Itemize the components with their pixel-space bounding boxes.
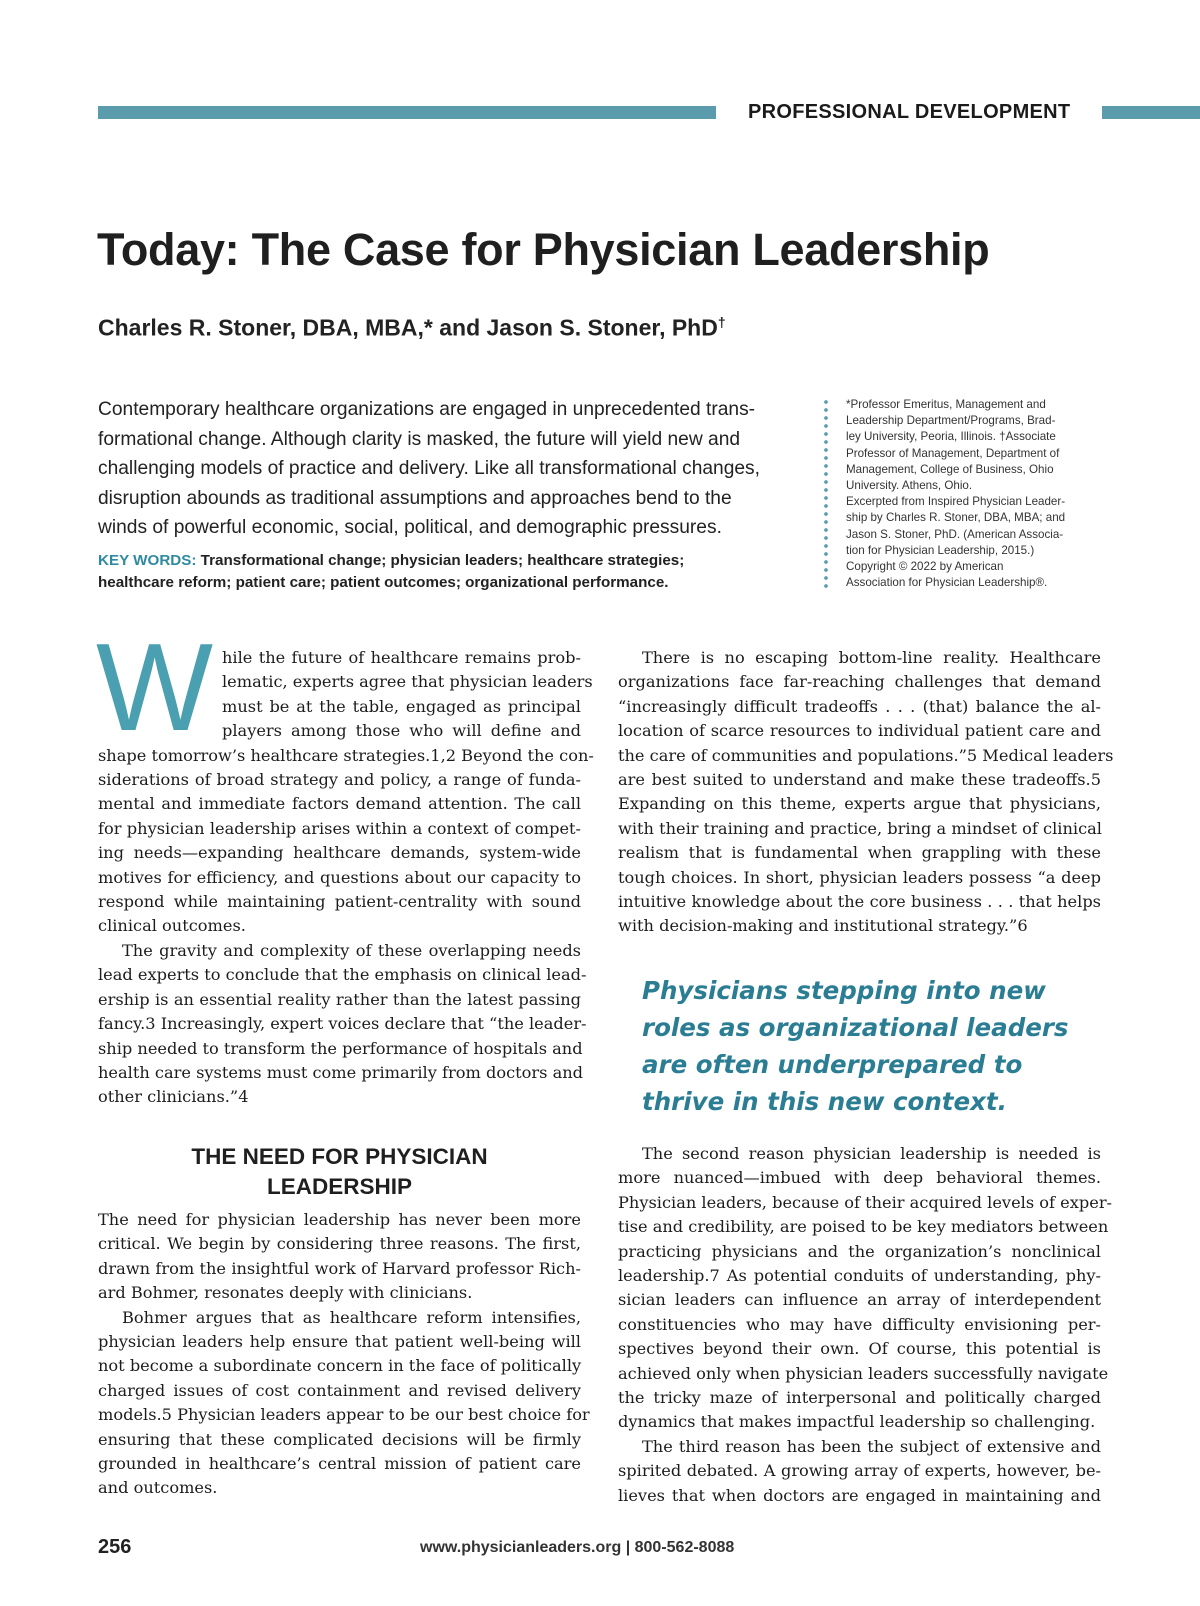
- body-line: sician leaders can influence an array of interdependent: [618, 1290, 1101, 1310]
- body-line: dynamics that makes impactful leadership so challenging.: [618, 1412, 1096, 1432]
- keywords-label: KEY WORDS:: [98, 552, 197, 569]
- right-column-lower: [618, 1142, 1113, 1508]
- body-line: tough choices. In short, physician leaders possess “a deep: [618, 867, 1101, 887]
- affiliation-line: Copyright © 2022 by American: [846, 560, 1004, 574]
- body-line: health care systems must come primarily from doctors and: [98, 1062, 584, 1082]
- body-line: are best suited to understand and make these tradeoffs.5: [618, 770, 1101, 790]
- body-line: constituencies who may have difficulty envisioning per-: [618, 1314, 1101, 1334]
- affiliation-line: Professor of Management, Department of: [846, 446, 1060, 460]
- abstract-line: challenging models of practice and delivery. Like all transformational changes,: [98, 458, 760, 479]
- abstract-line: formational change. Although clarity is masked, the future will yield new and: [98, 428, 741, 450]
- body-line: The third reason has been the subject of extensive and: [642, 1436, 1101, 1456]
- paragraph: [98, 1306, 590, 1501]
- body-line: models.5 Physician leaders appear to be our best choice for: [98, 1405, 590, 1425]
- affiliation-line: Excerpted from Inspired Physician Leader-: [846, 495, 1066, 509]
- paragraph: [618, 1142, 1113, 1435]
- pull-quote-line: are often underprepared to: [642, 1050, 1023, 1079]
- body-line: organizations face far-reaching challenges that demand: [618, 672, 1101, 692]
- body-line: with decision-making and institutional strategy.”6: [618, 916, 1028, 936]
- abstract-line: winds of powerful economic, social, political, and demographic pressures.: [98, 517, 722, 538]
- keywords-line: healthcare reform; patient care; patient outcomes; organizational performance.: [98, 574, 669, 591]
- drop-cap: W: [96, 619, 214, 757]
- body-line: “increasingly difficult tradeoffs . . . (that) balance the al-: [618, 696, 1101, 716]
- affiliation-line: University. Athens, Ohio.: [846, 479, 973, 493]
- authors-text: Charles R. Stoner, DBA, MBA,* and Jason S. Stoner, PhD: [98, 314, 718, 341]
- footer-contact: www.physicianleaders.org | 800-562-8088: [420, 1539, 735, 1556]
- heading-line: THE NEED FOR PHYSICIAN: [191, 1144, 488, 1169]
- body-line: the tricky maze of interpersonal and politically charged: [618, 1388, 1101, 1408]
- body-line: realism that is fundamental when grappling with these: [618, 843, 1101, 863]
- abstract-line: disruption abounds as traditional assumptions and approaches bend to the: [98, 487, 732, 509]
- authors-mark: †: [717, 314, 726, 330]
- body-line: for physician leadership arises within a context of compet-: [98, 818, 581, 838]
- body-line: must be at the table, engaged as principal: [222, 696, 581, 716]
- affiliation-line: *Professor Emeritus, Management and: [846, 398, 1046, 411]
- page-number: 256: [98, 1536, 132, 1558]
- body-line: Expanding on this theme, experts argue that physicians,: [618, 794, 1101, 814]
- body-line: respond while maintaining patient-centrality with sound: [98, 892, 581, 912]
- body-line: ing needs—expanding healthcare demands, system-wide: [98, 843, 581, 863]
- body-line: intuitive knowledge about the core business . . . that helps: [618, 892, 1101, 912]
- right-column: [618, 646, 1114, 939]
- body-line: the care of communities and populations.”5 Medical leaders: [618, 745, 1114, 765]
- abstract: [98, 395, 804, 543]
- body-line: The gravity and complexity of these overlapping needs: [122, 940, 581, 960]
- body-line: motives for efficiency, and questions about our capacity to: [98, 867, 581, 887]
- body-line: mental and immediate factors demand attention. The call: [98, 794, 581, 814]
- affiliation-line: ley University, Peoria, Illinois. †Associate: [846, 430, 1056, 444]
- body-line: more nuanced—imbued with deep behavioral themes.: [618, 1168, 1101, 1188]
- paragraph: [618, 1435, 1101, 1508]
- body-line: siderations of broad strategy and policy, a range of funda-: [98, 770, 581, 790]
- body-line: clinical outcomes.: [98, 916, 246, 936]
- pull-quote-line: Physicians stepping into new: [642, 976, 1046, 1005]
- affiliation-line: Management, College of Business, Ohio: [846, 462, 1054, 476]
- affiliation-line: Association for Physician Leadership®.: [846, 576, 1048, 590]
- author-affiliations: [846, 397, 1106, 591]
- body-line: with their training and practice, bring a mindset of clinical: [618, 818, 1102, 838]
- body-line: ership is an essential reality rather than the latest passing: [98, 989, 581, 1009]
- body-line: not become a subordinate concern in the face of politically: [98, 1356, 582, 1376]
- pull-quote: [642, 972, 1082, 1120]
- body-line: ard Bohmer, resonates deeply with clinicians.: [98, 1283, 473, 1303]
- heading-line: LEADERSHIP: [266, 1174, 413, 1199]
- keywords: [98, 550, 818, 594]
- section-label: PROFESSIONAL DEVELOPMENT: [748, 101, 1071, 123]
- affiliation-line: Leadership Department/Programs, Brad-: [846, 414, 1056, 428]
- article-title: Today: The Case for Physician Leadership: [97, 224, 990, 275]
- dotted-divider: [824, 398, 828, 590]
- body-line: ensuring that these complicated decisions will be firmly: [98, 1429, 581, 1449]
- body-line: The second reason physician leadership is needed is: [642, 1144, 1101, 1163]
- body-line: charged issues of cost containment and revised delivery: [98, 1380, 581, 1400]
- left-column: [98, 646, 594, 1110]
- paragraph-intro: [98, 646, 594, 939]
- body-line: lead experts to conclude that the emphasis on clinical lead-: [98, 965, 587, 985]
- body-line: The need for physician leadership has never been more: [98, 1210, 581, 1229]
- header-rule-right: [1102, 106, 1200, 119]
- article-authors: [98, 314, 726, 342]
- affiliation-line: tion for Physician Leadership, 2015.): [846, 543, 1035, 557]
- keywords-line: [98, 550, 818, 572]
- pull-quote-line: thrive in this new context.: [642, 1087, 1007, 1116]
- body-line: other clinicians.”4: [98, 1087, 249, 1107]
- paragraph: [98, 939, 587, 1110]
- body-line: ship needed to transform the performance of hospitals and: [98, 1038, 583, 1058]
- body-line: grounded in healthcare’s central mission of patient care: [98, 1454, 581, 1474]
- body-line: lieves that when doctors are engaged in maintaining and: [618, 1485, 1101, 1505]
- body-line: Bohmer argues that as healthcare reform intensifies,: [122, 1307, 581, 1327]
- body-line: lematic, experts agree that physician leaders: [222, 672, 593, 692]
- pull-quote-line: roles as organizational leaders: [642, 1013, 1069, 1042]
- body-line: Physician leaders, because of their acquired levels of exper-: [618, 1192, 1113, 1212]
- body-line: tise and credibility, are poised to be key mediators between: [618, 1217, 1109, 1237]
- keywords-text: Transformational change; physician leaders; healthcare strategies;: [196, 552, 685, 569]
- body-line: spectives beyond their own. Of course, this potential is: [618, 1339, 1101, 1359]
- body-line: physician leaders help ensure that patient well-being will: [98, 1332, 581, 1352]
- affiliation-line: ship by Charles R. Stoner, DBA, MBA; and: [846, 511, 1066, 525]
- affiliation-line: Jason S. Stoner, PhD. (American Associa-: [846, 527, 1064, 541]
- body-line: fancy.3 Increasingly, expert voices declare that “the leader-: [98, 1014, 587, 1034]
- body-line: critical. We begin by considering three reasons. The first,: [98, 1234, 581, 1254]
- body-line: players among those who will define and: [222, 721, 581, 741]
- body-line: shape tomorrow’s healthcare strategies.1,2 Beyond the con-: [98, 745, 594, 765]
- body-line: drawn from the insightful work of Harvard professor Rich-: [98, 1258, 581, 1278]
- body-line: location of scarce resources to individual patient care and: [618, 721, 1101, 741]
- body-line: There is no escaping bottom-line reality. Healthcare: [642, 648, 1101, 667]
- body-line: hile the future of healthcare remains prob-: [222, 648, 581, 667]
- paragraph: [98, 1208, 581, 1306]
- body-line: practicing physicians and the organization’s nonclinical: [618, 1241, 1101, 1261]
- body-line: spirited debated. A growing array of experts, however, be-: [618, 1461, 1101, 1481]
- body-line: and outcomes.: [98, 1478, 218, 1498]
- header-rule-left: [98, 106, 716, 119]
- left-column-lower: [98, 1208, 590, 1501]
- abstract-line: Contemporary healthcare organizations are engaged in unprecedented trans-: [98, 399, 756, 420]
- body-line: achieved only when physician leaders successfully navigate: [618, 1363, 1109, 1383]
- paragraph: [618, 646, 1114, 939]
- section-heading: [98, 1142, 581, 1202]
- body-line: leadership.7 As potential conduits of understanding, phy-: [618, 1266, 1101, 1286]
